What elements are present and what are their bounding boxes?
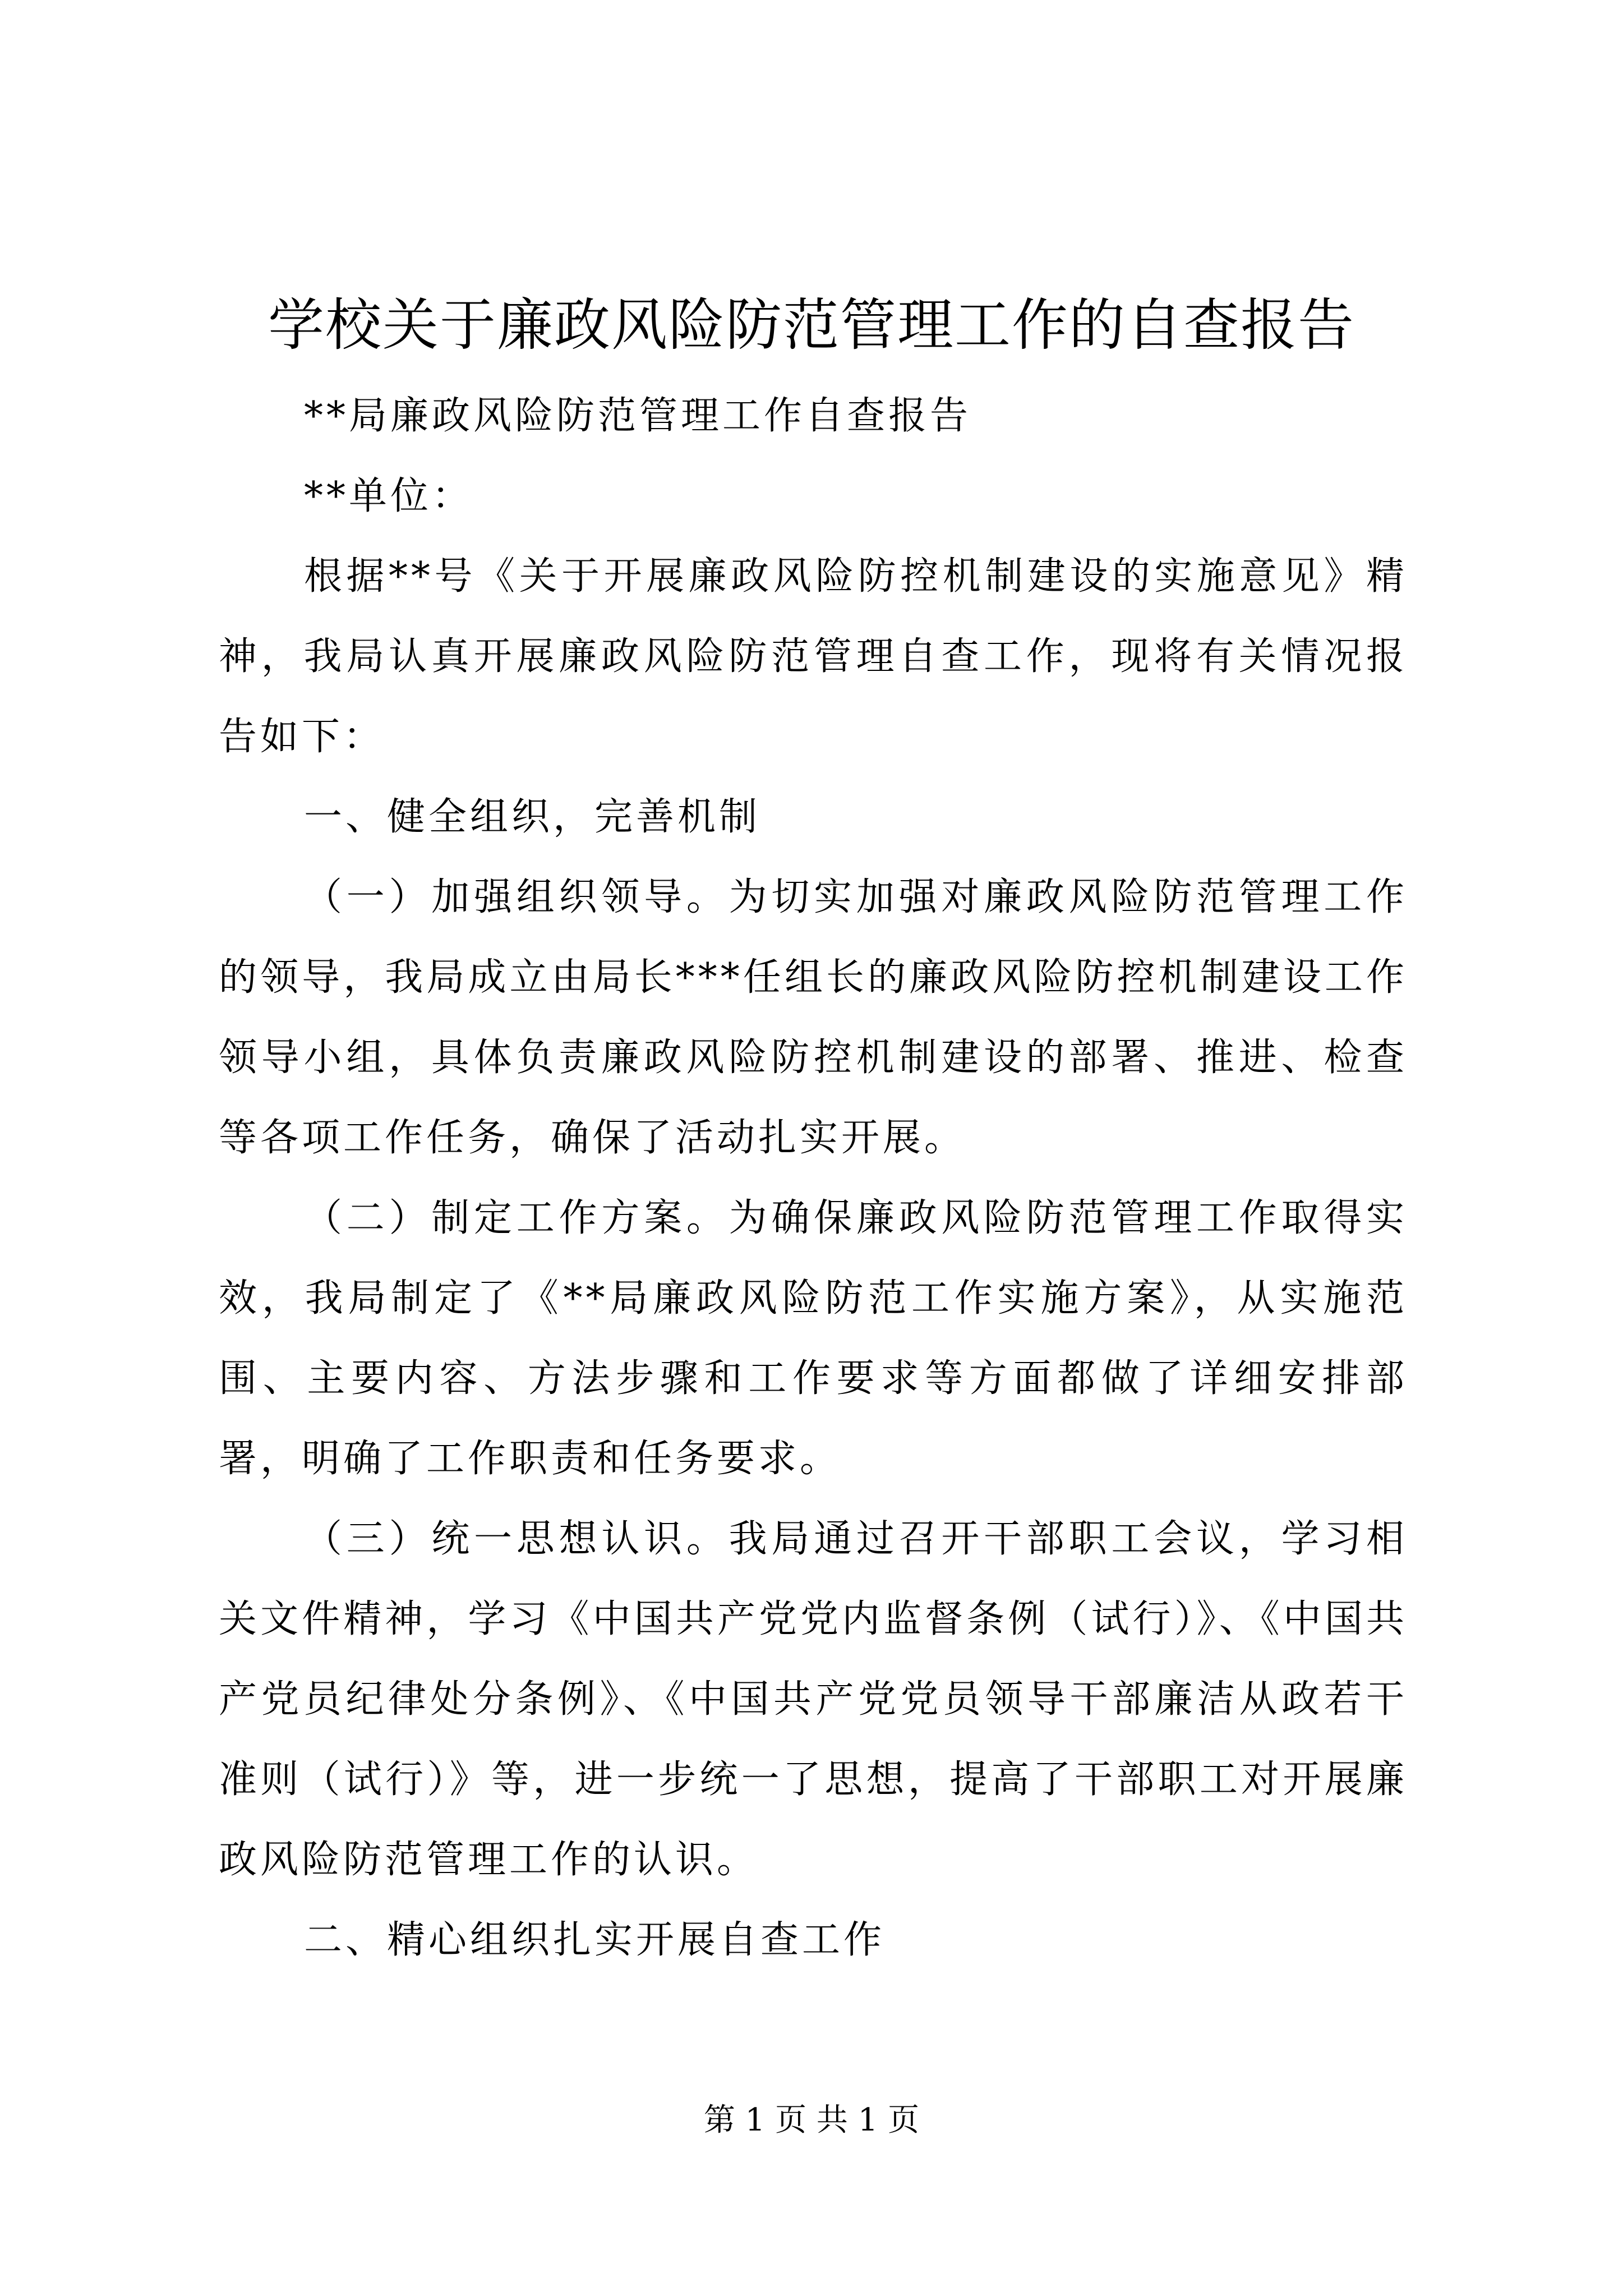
paragraph-intro: 根据**号《关于开展廉政风险防控机制建设的实施意见》精神，我局认真开展廉政风险防范管理自查工作，现将有关情况报告如下：: [219, 554, 1408, 759]
paragraph-1-3: （三）统一思想认识。我局通过召开干部职工会议，学习相关文件精神，学习《中国共产党党内监督条例（试行）》、《中国共产党员纪律处分条例》、《中国共产党党员领导干部廉洁从政若干准则（试行）》等，进一步统一了思想，提高了干部职工对开展廉政风险防范管理工作的认识。: [219, 1517, 1408, 1882]
paragraph-subtitle: **局廉政风险防范管理工作自查报告: [304, 394, 972, 438]
document-title: 学校关于廉政风险防范管理工作的自查报告: [268, 292, 1355, 358]
paragraph-1-1: （一）加强组织领导。为切实加强对廉政风险防范管理工作的领导，我局成立由局长***任组长的廉政风险防控机制建设工作领导小组，具体负责廉政风险防控机制建设的部署、推进、检查等各项工作任务，确保了活动扎实开展。: [219, 875, 1408, 1160]
page-footer: 第 1 页 共 1 页: [703, 2102, 920, 2138]
section-heading-1: 一、健全组织，完善机制: [304, 795, 761, 839]
document-body: [219, 376, 1408, 1980]
section-heading-2: 二、精心组织扎实开展自查工作: [304, 1918, 886, 1962]
paragraph-salutation: **单位：: [304, 474, 474, 518]
paragraph-1-2: （二）制定工作方案。为确保廉政风险防范管理工作取得实效，我局制定了《**局廉政风险防范工作实施方案》，从实施范围、主要内容、方法步骤和工作要求等方面都做了详细安排部署，明确了工作职责和任务要求。: [219, 1196, 1408, 1481]
